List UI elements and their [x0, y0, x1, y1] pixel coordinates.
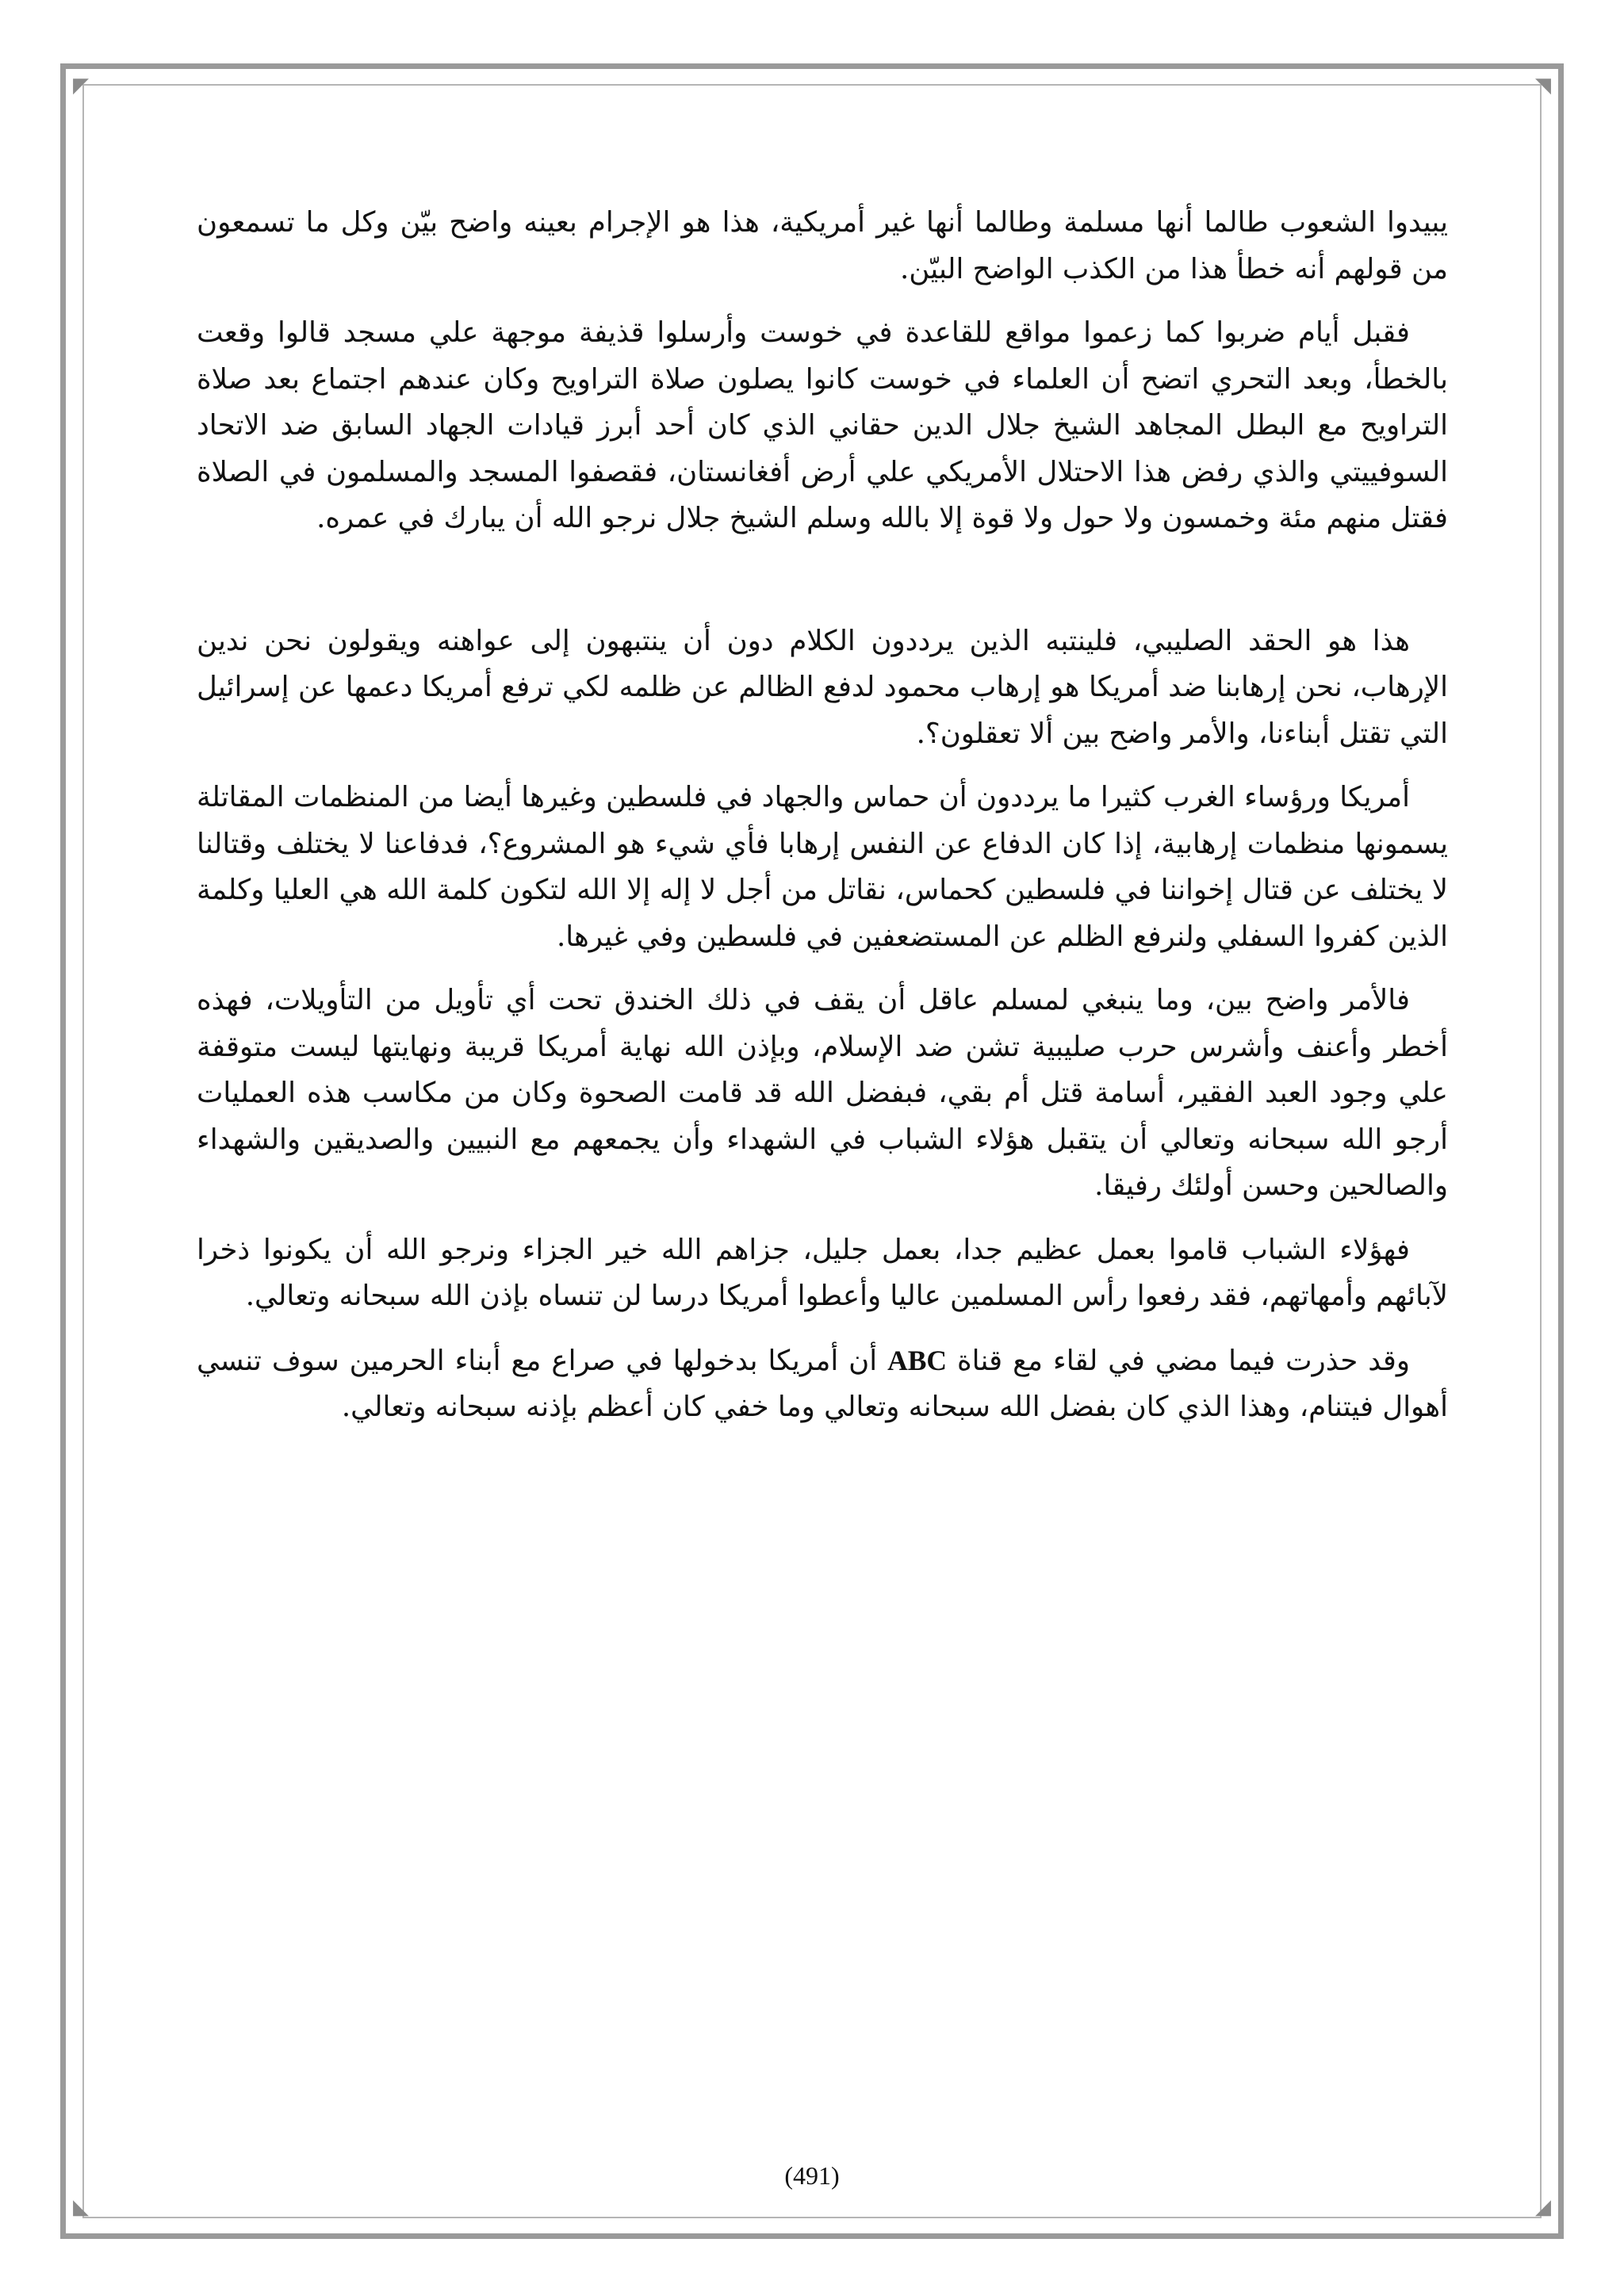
paragraph-6: فهؤلاء الشباب قاموا بعمل عظيم جدا، بعمل جليل، جزاهم الله خير الجزاء ونرجو الله أن يكونوا ذخرا لآبائهم وأمهاتهم، فقد رفعوا رأس المسلمين عاليا وأعطوا أمريكا درسا لن تنساه بإذن الله سبحانه وتعالي.: [197, 1233, 1448, 1312]
paragraph-4: أمريكا ورؤساء الغرب كثيرا ما يرددون أن حماس والجهاد في فلسطين وغيرها أيضا من المنظمات المقاتلة يسمونها منظمات إرهابية، إذا كان الدفاع عن النفس إرهابا فأي شيء هو المشروع؟، فدفاعنا لا يختلف وقتالنا لا يختلف عن قتال إخواننا في فلسطين كحماس، نقاتل من أجل لا إله إلا الله لتكون كلمة الله هي العليا وكلمة الذين كفروا السفلي ولنرفع الظلم عن المستضعفين في فلسطين وفي غيرها.: [197, 781, 1448, 953]
corner-ornament-icon: ◣: [73, 2195, 89, 2219]
corner-ornament-icon: ◢: [1535, 2195, 1551, 2219]
paragraph-7-text-after: أن أمريكا بدخولها في صراع مع أبناء الحرمين سوف تنسي أهوال فيتنام، وهذا الذي كان بفضل الله سبحانه وتعالي وما خفي كان أعظم بإذنه سبحانه وتعالي.: [197, 1344, 1448, 1423]
corner-ornament-icon: ◤: [73, 74, 89, 98]
paragraph-5: فالأمر واضح بين، وما ينبغي لمسلم عاقل أن يقف في ذلك الخندق تحت أي تأويل من التأويلات، فهذه أخطر وأعنف وأشرس حرب صليبية تشن ضد الإسلام، وبإذن الله نهاية أمريكا قريبة ونهايتها ليست متوقفة علي وجود العبد الفقير، أسامة قتل أم بقي، فبفضل الله قد قامت الصحوة وكان من مكاسب هذه العمليات أرجو الله سبحانه وتعالي أن يتقبل هؤلاء الشباب في الشهداء وأن يجمعهم مع النبيين والصديقين والشهداء والصالحين وحسن أولئك رفيقا.: [197, 984, 1448, 1202]
page-number: (491): [784, 2161, 840, 2190]
paragraph-7-text-before: وقد حذرت فيما مضي في لقاء مع قناة: [957, 1344, 1410, 1377]
paragraph-7: [197, 1337, 1448, 1431]
paragraph-1: يبيدوا الشعوب طالما أنها مسلمة وطالما أنها غير أمريكية، هذا هو الإجرام بعينه واضح بيّن وكل ما تسمعون من قولهم أنه خطأ هذا من الكذب الواضح البيّن.: [197, 206, 1448, 285]
channel-name: ABC: [887, 1344, 948, 1376]
paragraph-2: فقبل أيام ضربوا كما زعموا مواقع للقاعدة في خوست وأرسلوا قذيفة موجهة علي مسجد قالوا وقعت بالخطأ، وبعد التحري اتضح أن العلماء في خوست كانوا يصلون صلاة التراويح وكان عندهم اجتماع بعد صلاة التراويح مع البطل المجاهد الشيخ جلال الدين حقاني الذي كان أحد أبرز قيادات الجهاد السابق ضد الاتحاد السوفييتي والذي رفض هذا الاحتلال الأمريكي علي أرض أفغانستان، فقصفوا المسجد والمسلمون في الصلاة فقتل منهم مئة وخمسون ولا حول ولا قوة إلا بالله وسلم الشيخ جلال نرجو الله أن يبارك في عمره.: [197, 316, 1448, 534]
corner-ornament-icon: ◥: [1535, 74, 1551, 98]
paragraph-3: هذا هو الحقد الصليبي، فلينتبه الذين يرددون الكلام دون أن ينتبهون إلى عواهنه ويقولون نحن ندين الإرهاب، نحن إرهابنا ضد أمريكا هو إرهاب محمود لدفع الظالم عن ظلمه لكي ترفع أمريكا دعمها عن إسرائيل التي تقتل أبناءنا، والأمر واضح بين ألا تعقلون؟.: [197, 624, 1448, 750]
document-body: [197, 200, 1448, 1431]
